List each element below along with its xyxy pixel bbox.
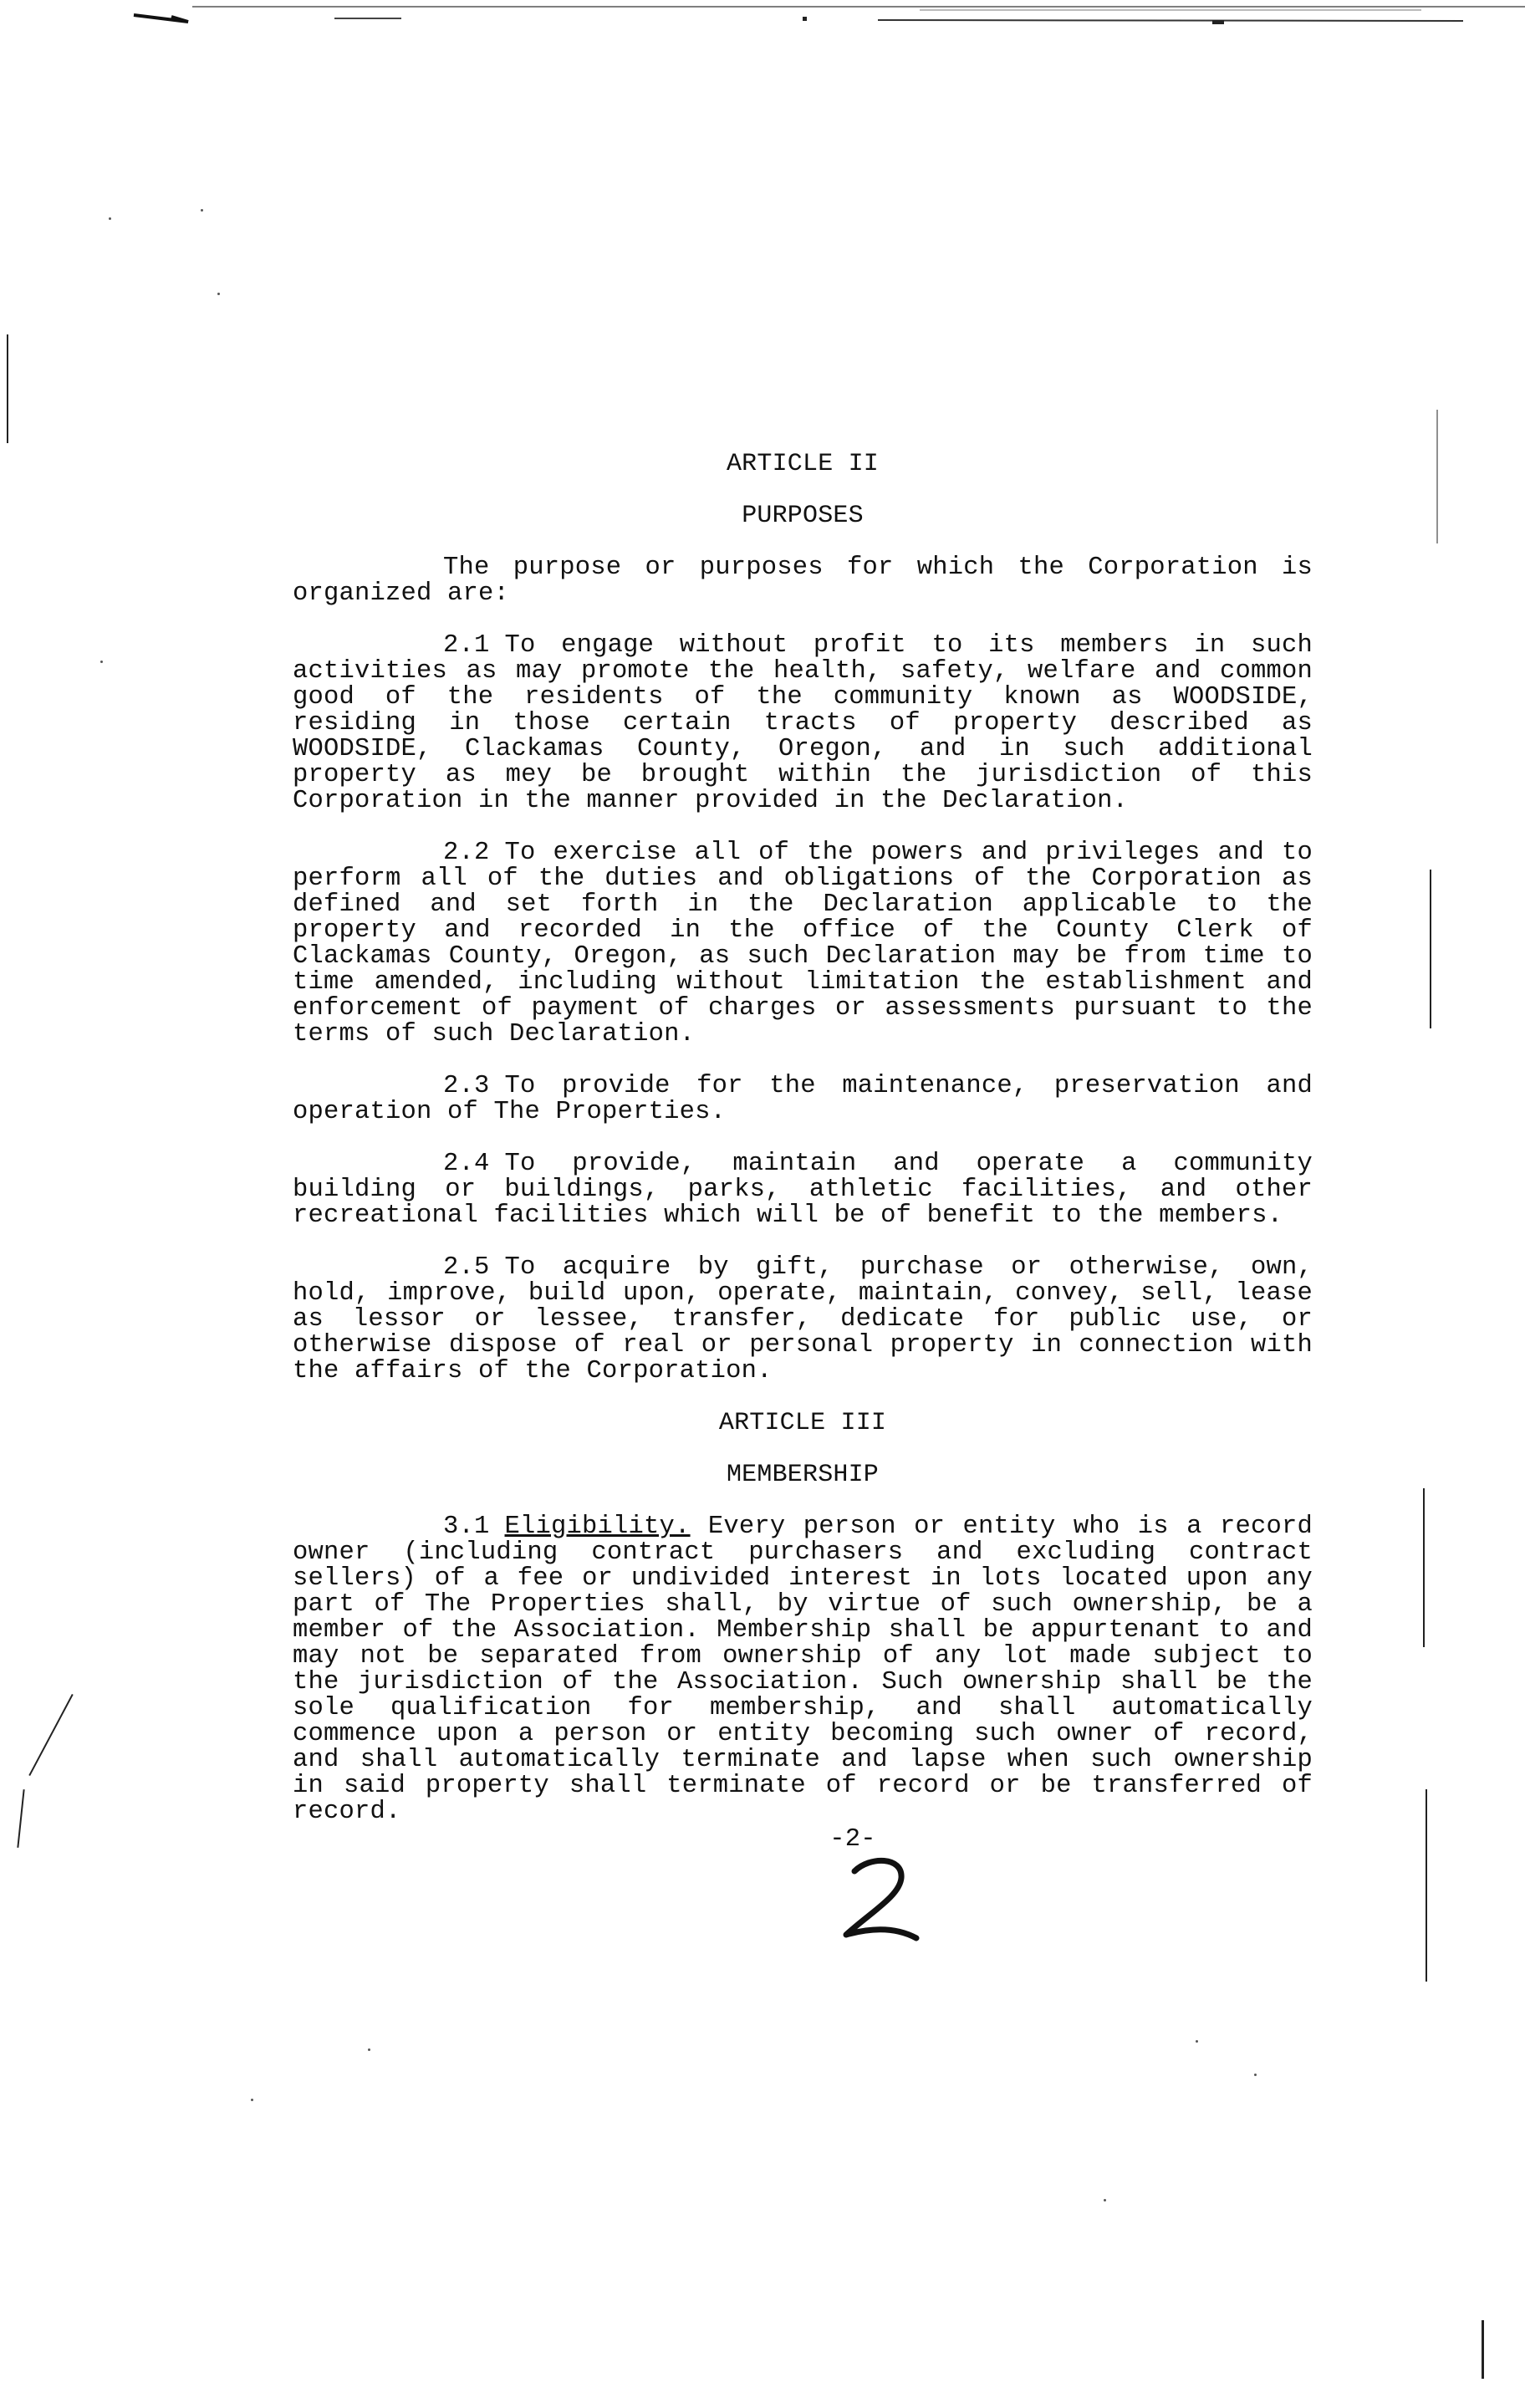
right-margin-line-4 [1426,1789,1427,1982]
section-3-1 [293,1514,1313,1825]
page-number: -2- [829,1825,876,1854]
section-number: 3.1 [443,1513,490,1541]
right-margin-line-3 [1423,1488,1425,1647]
section-number: 2.3 [443,1072,490,1100]
document-body [293,452,1313,1853]
section-2-2 [293,840,1313,1048]
section-text: To provide, maintain and operate a community building or buildings, parks, athletic facilities, and other recreational facilities which will be of benefit to the members. [293,1150,1313,1230]
scan-speck [100,661,103,663]
article-3-title: ARTICLE III [718,1409,887,1437]
section-2-1 [293,633,1313,814]
left-slash-mark [28,1694,73,1776]
section-text: To provide for the maintenance, preservation and operation of The Properties. [293,1072,1313,1126]
scan-speck [1104,2199,1106,2201]
article-3-subtitle: MEMBERSHIP [726,1461,880,1489]
left-slash-mark-2 [17,1789,24,1848]
scan-speck [1254,2074,1257,2076]
section-text: To engage without profit to its members in such activities as may promote the health, safety, welfare and common good of the residents of the community known as WOODSIDE, residing in those certain tracts of property described as WOODSIDE, Clackamas County, Oregon, and in such additional property as mey be brought within the jurisdiction of this Corporation in the manner provided in the Declaration. [293,631,1313,815]
scan-top-edge [0,0,1525,33]
purposes-intro-text: The purpose or purposes for which the Corporation is organized are: [293,554,1313,608]
section-2-5 [293,1255,1313,1385]
right-margin-line-1 [1436,410,1438,543]
section-number: 2.1 [443,631,490,660]
section-number: 2.5 [443,1253,490,1282]
section-text: Every person or entity who is a record owner (including contract purchasers and excluding contract sellers) of a fee or undivided interest in lots located upon any part of The Properties shall, by virtue of such ownership, be a member of the Association. Membership shall be appurtenant to and may not be separated from ownership of any lot made subject to the jurisdiction of the Association. Such ownership shall be the sole qualification for membership, and shall automatically commence upon a person or entity becoming such owner of record, and shall automatically terminate and lapse when such ownership in said property shall terminate of record or be transferred of record. [293,1513,1313,1826]
article-2-title: ARTICLE II [726,450,880,478]
section-text: To acquire by gift, purchase or otherwise, own, hold, improve, build upon, operate, maintain, convey, sell, lease as lessor or lessee, transfer, dedicate for public use, or otherwise dispose of real or personal property in connection with the affairs of the Corporation. [293,1253,1313,1385]
section-text: To exercise all of the powers and privileges and to perform all of the duties and obligations of the Corporation as defined and set forth in the Declaration applicable to the property and recorded in the office of the County Clerk of Clackamas County, Oregon, as such Declaration may be from time to time amended, including without limitation the establishment and enforcement of payment of charges or assessments pursuant to the terms of such Declaration. [293,839,1313,1048]
purposes-intro [293,555,1313,607]
section-2-4 [293,1151,1313,1229]
bottom-right-mark [1482,2320,1484,2379]
section-2-3 [293,1074,1313,1125]
scan-speck [251,2099,253,2101]
section-heading: Eligibility. [504,1513,691,1541]
handwritten-page-number [836,1854,936,1946]
scan-speck [217,293,220,295]
section-number: 2.2 [443,839,490,867]
scan-speck [368,2048,370,2051]
section-number: 2.4 [443,1150,490,1178]
article-2-subtitle: PURPOSES [742,502,864,530]
scan-speck [201,209,203,212]
left-margin-line [7,334,8,443]
scan-speck [1196,2040,1198,2043]
scan-speck [109,217,111,220]
right-margin-line-2 [1430,870,1431,1028]
